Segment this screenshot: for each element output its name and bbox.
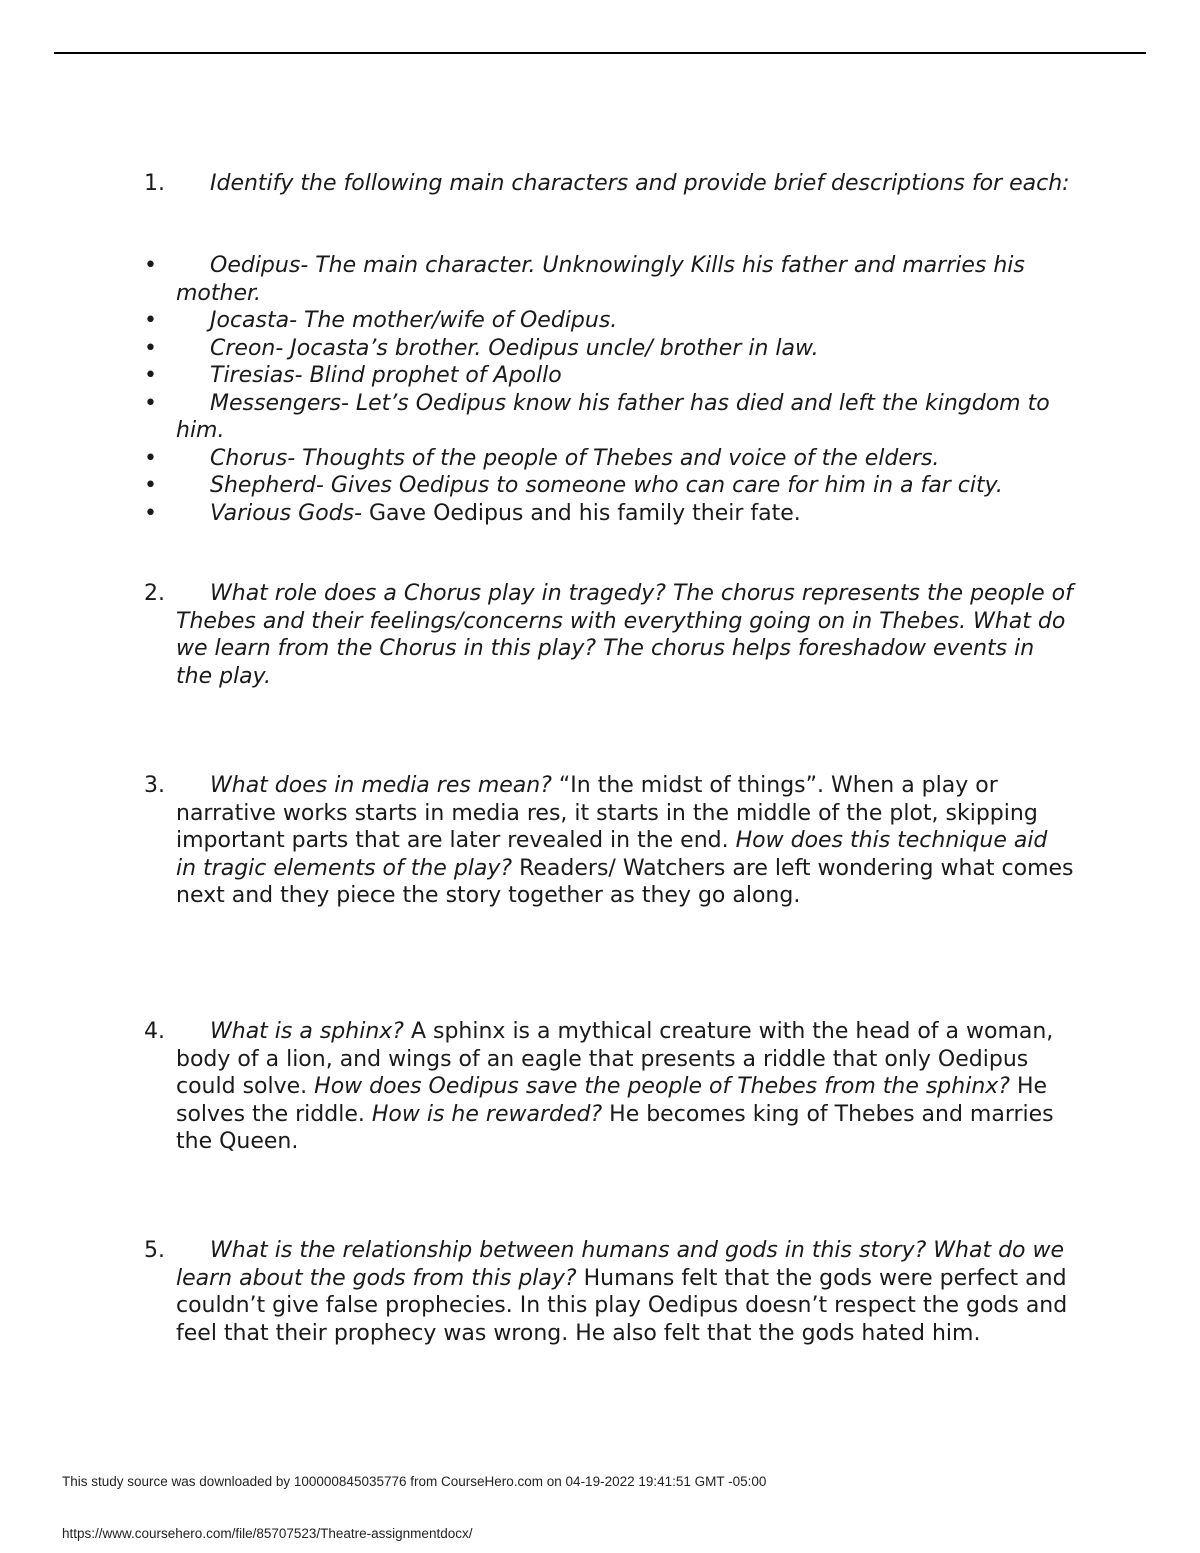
character-desc: - Blind prophet of Apollo <box>294 363 562 388</box>
answer-text: A sphinx is a mythical creature with the head of a woman, body of a lion, and wings of an eagle that presents a riddle that only Oedipus could solve. <box>176 1019 1054 1099</box>
answer-text: He solves the riddle. <box>176 1074 1048 1127</box>
character-desc: - The main character. Unknowingly Kills his father and marries his mother. <box>176 253 1025 306</box>
list-item: • Creon- Jocasta’s brother. Oedipus uncle/ brother in law. <box>144 335 819 361</box>
character-desc: - Jocasta’s brother. Oedipus uncle/ brother in law. <box>275 335 819 361</box>
question-1 <box>144 170 1074 198</box>
question-text: What is the relationship between humans and gods in this story? What do we learn about the gods from this play? <box>176 1238 1065 1291</box>
list-item: • Various Gods- Gave Oedipus and his family their fate. <box>144 500 801 526</box>
character-name: Shepherd <box>210 473 316 498</box>
answer-text: He becomes king of Thebes and marries the Queen. <box>176 1101 1054 1154</box>
question-number: 1. <box>144 171 165 196</box>
character-desc: - Thoughts of the people of Thebes and voice of the elders. <box>287 445 940 471</box>
list-item: • Tiresias- Blind prophet of Apollo <box>144 363 562 388</box>
list-item: • Chorus- Thoughts of the people of Thebes and voice of the elders. <box>144 445 940 471</box>
question-5 <box>144 1237 1074 1347</box>
question-text: What does in media res mean? <box>210 773 552 798</box>
question-number: 4. <box>144 1019 165 1044</box>
list-item: • Shepherd- Gives Oedipus to someone who can care for him in a far city. <box>144 473 1003 498</box>
list-item: • Messengers- Let’s Oedipus know his father has died and left the kingdom to him. <box>144 390 1050 443</box>
question-text: How does Oedipus save the people of Thebes from the sphinx? <box>314 1074 1010 1099</box>
question-text: What is a sphinx? <box>210 1019 404 1044</box>
character-name: Messengers <box>210 390 341 416</box>
question-3 <box>144 772 1074 910</box>
list-item: • Jocasta- The mother/wife of Oedipus. <box>144 308 618 333</box>
character-name: Oedipus <box>210 253 301 278</box>
question-number: 5. <box>144 1238 165 1263</box>
question-number: 3. <box>144 773 165 798</box>
question-text: How does this technique aid in tragic elements of the play? <box>176 828 1048 881</box>
character-desc: - The mother/wife of Oedipus. <box>289 308 618 333</box>
character-name: Various Gods- <box>210 500 363 526</box>
top-rule <box>54 52 1146 54</box>
character-desc: Gave Oedipus and his family their fate. <box>362 500 801 526</box>
question-number: 2. <box>144 581 165 606</box>
download-source-note: This study source was downloaded by 100000845035776 from CourseHero.com on 04-19-2022 19:41:51 GMT -05:00 <box>62 1474 767 1489</box>
answer-text: Readers/ Watchers are left wondering what comes next and they piece the story together as they go along. <box>176 855 1074 908</box>
question-4 <box>144 1018 1074 1156</box>
character-desc: - Let’s Oedipus know his father has died and left the kingdom to him. <box>176 390 1050 443</box>
character-name: Creon <box>210 335 276 361</box>
question-text: What role does a Chorus play in tragedy? The chorus represents the people of Thebes and their feelings/concerns with everything going on in Thebes. What do we learn from the Chorus in this play? The chorus helps foreshadow events in the play. <box>176 581 1073 689</box>
character-desc: - Gives Oedipus to someone who can care for him in a far city. <box>315 473 1003 498</box>
character-name: Jocasta <box>210 308 290 333</box>
answer-text: Humans felt that the gods were perfect and couldn’t give false prophecies. In this play Oedipus doesn’t respect the gods and feel that their prophecy was wrong. He also felt that the gods hated him. <box>176 1265 1068 1346</box>
character-list <box>144 252 1074 527</box>
list-item: • Oedipus- The main character. Unknowingly Kills his father and marries his mother. <box>144 253 1025 306</box>
answer-text: “In the midst of things”. When a play or narrative works starts in media res, it starts in the middle of the plot, skipping important parts that are later revealed in the end. <box>176 773 1038 853</box>
question-text: Identify the following main characters and provide brief descriptions for each: <box>210 171 1070 196</box>
question-2 <box>144 580 1074 690</box>
source-url-link[interactable]: https://www.coursehero.com/file/85707523/Theatre-assignmentdocx/ <box>62 1526 473 1541</box>
character-name: Tiresias <box>210 363 295 388</box>
character-name: Chorus <box>210 445 288 471</box>
question-text: How is he rewarded? <box>371 1101 603 1127</box>
